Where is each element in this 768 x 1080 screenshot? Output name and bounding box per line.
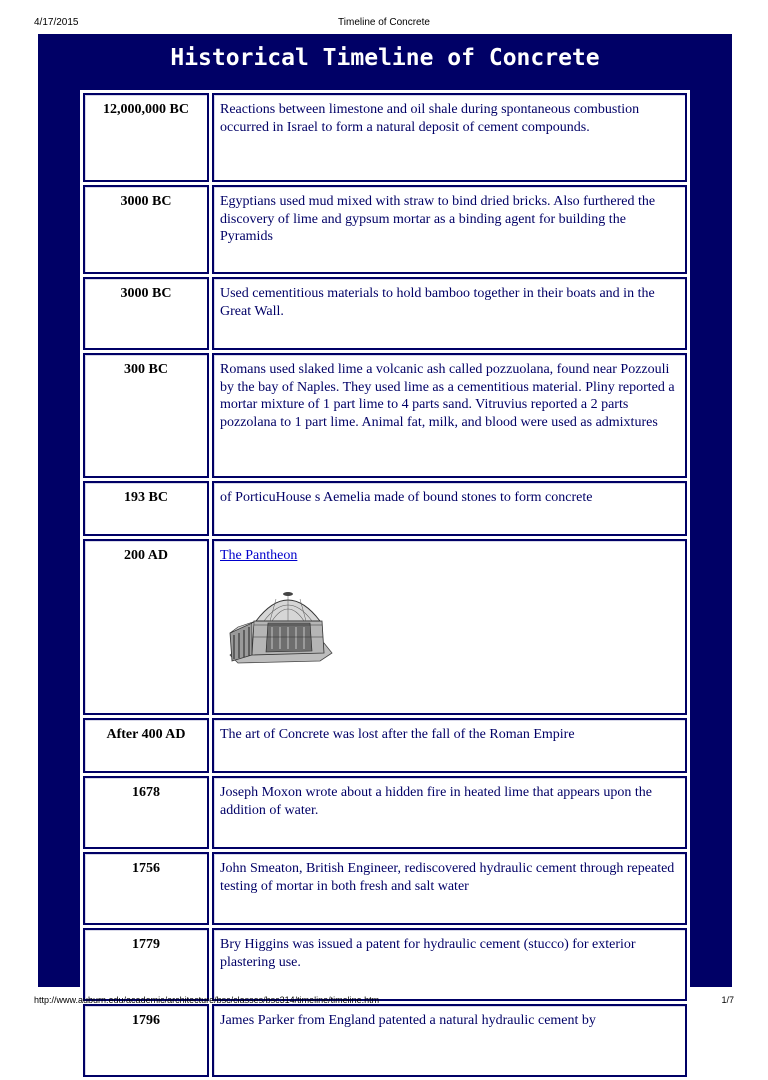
year-cell: 1756: [83, 852, 209, 925]
year-cell: 200 AD: [83, 539, 209, 715]
event-cell: Egyptians used mud mixed with straw to bind dried bricks. Also furthered the discovery of lime and gypsum mortar as a binding agent for building the Pyramids: [212, 185, 687, 274]
year-cell: 3000 BC: [83, 185, 209, 274]
year-cell: 1779: [83, 928, 209, 1001]
print-url: http://www.auburn.edu/academic/architecture/bsc/classes/bsc314/timeline/timeline.htm: [34, 995, 380, 1005]
event-cell: The art of Concrete was lost after the fall of the Roman Empire: [212, 718, 687, 773]
print-title: Timeline of Concrete: [338, 17, 430, 28]
print-date: 4/17/2015: [34, 17, 79, 28]
event-cell: of PorticuHouse s Aemelia made of bound stones to form concrete: [212, 481, 687, 536]
event-cell: Bry Higgins was issued a patent for hydraulic cement (stucco) for exterior plastering use.: [212, 928, 687, 1001]
table-row: [83, 539, 687, 715]
table-row: [83, 1004, 687, 1077]
table-row: [83, 185, 687, 274]
table-row: [83, 481, 687, 536]
year-cell: 1796: [83, 1004, 209, 1077]
event-cell: James Parker from England patented a natural hydraulic cement by: [212, 1004, 687, 1077]
year-cell: 300 BC: [83, 353, 209, 478]
year-cell: 193 BC: [83, 481, 209, 536]
event-cell: John Smeaton, British Engineer, rediscovered hydraulic cement through repeated testing of mortar in both fresh and salt water: [212, 852, 687, 925]
event-cell: Reactions between limestone and oil shale during spontaneous combustion occurred in Israel to form a natural deposit of cement compounds.: [212, 93, 687, 182]
year-cell: 3000 BC: [83, 277, 209, 350]
timeline-table: [80, 90, 690, 1080]
event-cell: Joseph Moxon wrote about a hidden fire in heated lime that appears upon the addition of water.: [212, 776, 687, 849]
pantheon-link[interactable]: The Pantheon: [220, 548, 298, 563]
table-row: [83, 928, 687, 1001]
event-cell: Used cementitious materials to hold bamboo together in their boats and in the Great Wall.: [212, 277, 687, 350]
year-cell: 1678: [83, 776, 209, 849]
print-header: [0, 0, 768, 34]
table-row: [83, 353, 687, 478]
table-row: [83, 93, 687, 182]
print-footer: [0, 992, 768, 1012]
event-cell: Romans used slaked lime a volcanic ash called pozzuolana, found near Pozzouli by the bay of Naples. They used lime as a cementitious material. Pliny reported a mortar mixture of 1 part lime to 4 parts sand. Vitruvius reported a 2 parts pozzolana to 1 part lime. Animal fat, milk, and blood were used as admixtures: [212, 353, 687, 478]
page-number: 1/7: [721, 995, 734, 1005]
event-cell: [212, 539, 687, 715]
pantheon-image: [224, 577, 336, 673]
pantheon-illustration-icon: [224, 577, 336, 673]
table-row: [83, 718, 687, 773]
table-row: [83, 277, 687, 350]
year-cell: After 400 AD: [83, 718, 209, 773]
table-row: [83, 776, 687, 849]
year-cell: 12,000,000 BC: [83, 93, 209, 182]
page-heading: Historical Timeline of Concrete: [170, 45, 600, 71]
table-row: [83, 852, 687, 925]
